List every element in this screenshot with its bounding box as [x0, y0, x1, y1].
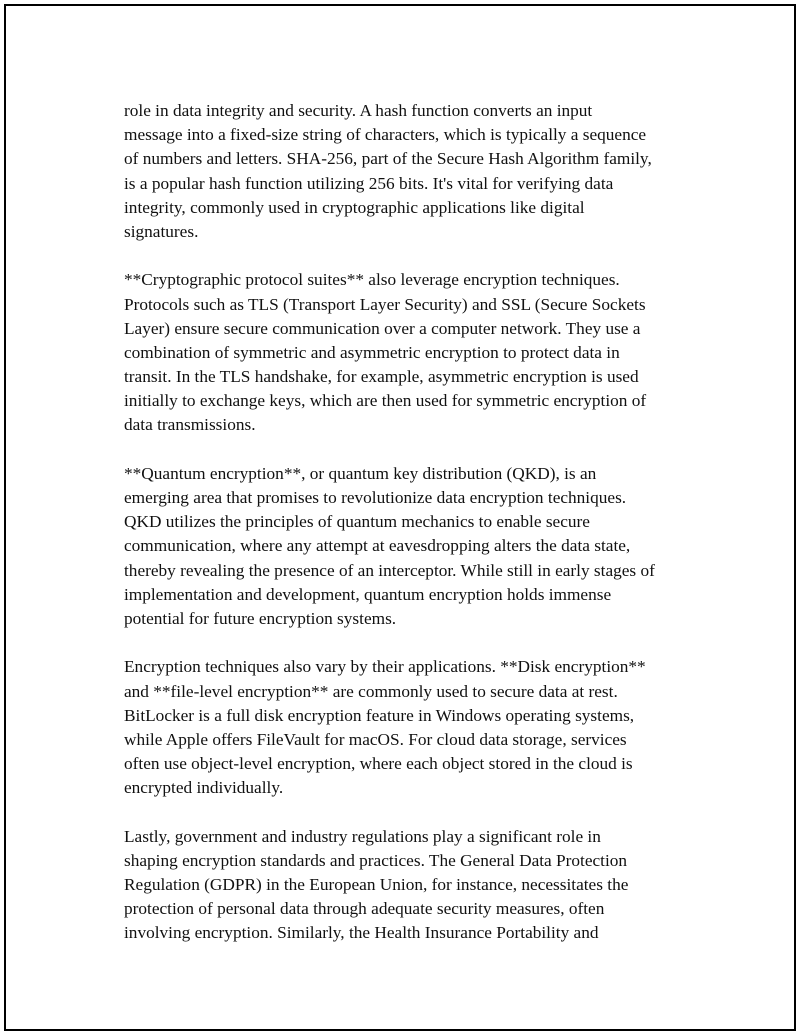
- document-page: [4, 4, 796, 1031]
- text-line: emerging area that promises to revolutionize data encryption techniques.: [124, 488, 627, 507]
- paragraph-protocol-suites: [124, 268, 699, 437]
- text-line: potential for future encryption systems.: [124, 608, 397, 628]
- paragraph-regulations: [124, 825, 699, 946]
- text-line: encrypted individually.: [124, 778, 284, 798]
- text-line: often use object-level encryption, where each object stored in the cloud is: [124, 754, 633, 774]
- text-line: protection of personal data through adequate security measures, often: [124, 899, 605, 919]
- paragraph-hash-functions: [124, 99, 699, 244]
- text-line: implementation and development, quantum encryption holds immense: [124, 584, 612, 604]
- text-line: involving encryption. Similarly, the Health Insurance Portability and: [124, 923, 599, 943]
- text-line: BitLocker is a full disk encryption feature in Windows operating systems,: [124, 705, 635, 725]
- text-line: communication, where any attempt at eavesdropping alters the data state,: [124, 536, 631, 556]
- text-line: integrity, commonly used in cryptographic applications like digital: [124, 197, 585, 217]
- text-line: of numbers and letters. SHA-256, part of the Secure Hash Algorithm family,: [124, 149, 652, 169]
- text-line: QKD utilizes the principles of quantum mechanics to enable secure: [124, 512, 590, 532]
- text-line: role in data integrity and security. A hash function converts an input: [124, 101, 593, 120]
- text-line: Protocols such as TLS (Transport Layer Security) and SSL (Secure Sockets: [124, 294, 646, 314]
- text-line: data transmissions.: [124, 415, 256, 435]
- paragraph-quantum-encryption: [124, 462, 699, 631]
- text-line: Lastly, government and industry regulations play a significant role in: [124, 826, 601, 846]
- text-line: Regulation (GDPR) in the European Union, for instance, necessitates the: [124, 875, 629, 894]
- text-line: and **file-level encryption** are commonly used to secure data at rest.: [124, 681, 618, 701]
- text-line: combination of symmetric and asymmetric encryption to protect data in: [124, 342, 620, 362]
- text-line: transit. In the TLS handshake, for example, asymmetric encryption is used: [124, 367, 639, 387]
- document-body: [124, 99, 699, 946]
- text-line: message into a fixed-size string of characters, which is typically a sequence: [124, 125, 647, 145]
- text-line: initially to exchange keys, which are then used for symmetric encryption of: [124, 391, 647, 411]
- text-line: shaping encryption standards and practices. The General Data Protection: [124, 850, 628, 870]
- text-line: **Cryptographic protocol suites** also leverage encryption techniques.: [124, 270, 620, 290]
- text-line: while Apple offers FileVault for macOS. For cloud data storage, services: [124, 729, 627, 749]
- text-line: signatures.: [124, 221, 199, 241]
- text-line: thereby revealing the presence of an interceptor. While still in early stages of: [124, 560, 655, 580]
- text-line: Layer) ensure secure communication over a computer network. They use a: [124, 318, 641, 338]
- text-line: **Quantum encryption**, or quantum key distribution (QKD), is an: [124, 463, 597, 483]
- paragraph-disk-encryption: [124, 655, 699, 800]
- text-line: Encryption techniques also vary by their applications. **Disk encryption**: [124, 657, 646, 677]
- text-line: is a popular hash function utilizing 256 bits. It's vital for verifying data: [124, 173, 614, 193]
